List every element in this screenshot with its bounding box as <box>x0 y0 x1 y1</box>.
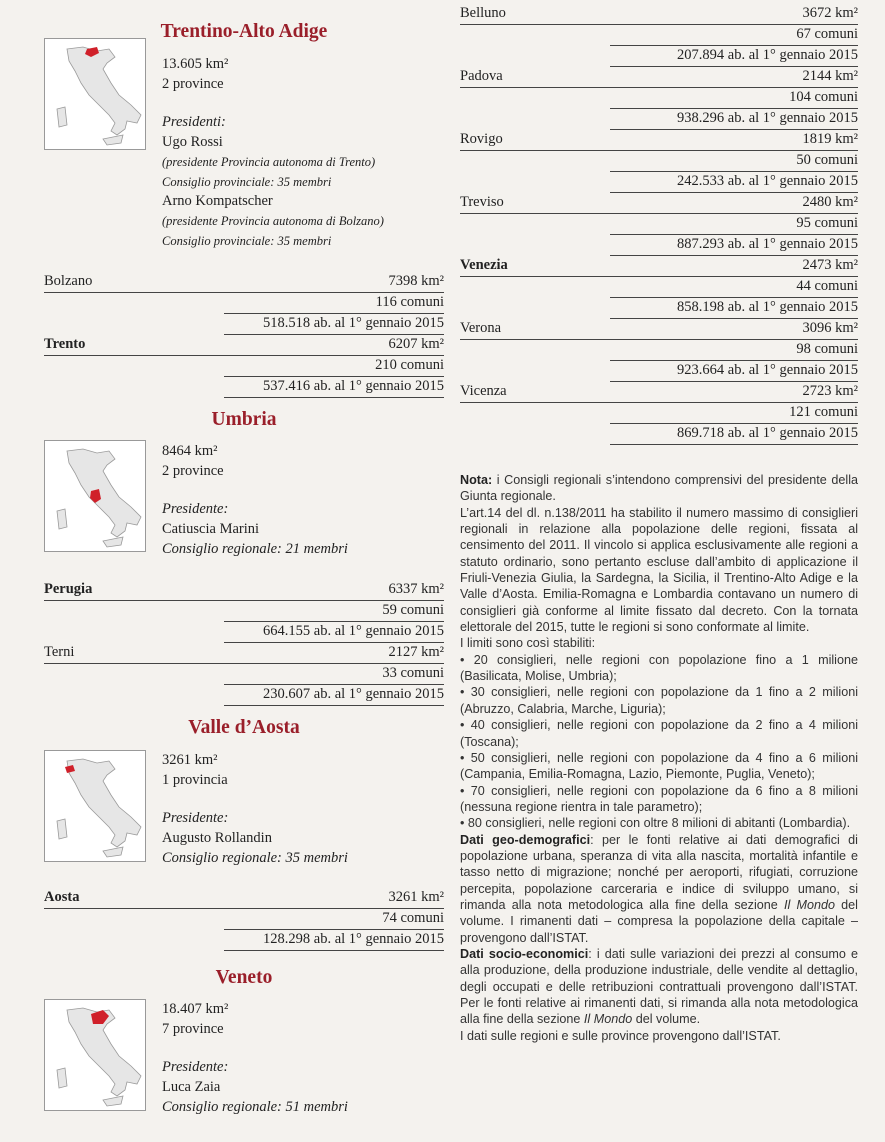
province-row <box>44 272 444 293</box>
president-name: Arno Kompatscher <box>162 193 273 210</box>
province-area: 2144 km² <box>802 68 858 84</box>
province-name: Trento <box>44 336 86 352</box>
province-name: Treviso <box>460 194 504 210</box>
italy-map-icon <box>45 1000 145 1110</box>
province-area: 1819 km² <box>802 131 858 147</box>
province-row <box>460 130 858 151</box>
province-comuni: 44 comuni <box>796 278 858 294</box>
province-pop-row <box>610 172 858 193</box>
province-area: 6207 km² <box>388 336 444 352</box>
province-table <box>44 272 444 398</box>
province-comuni: 116 comuni <box>375 294 444 310</box>
province-row <box>460 382 858 403</box>
province-pop-row <box>610 424 858 445</box>
limit-item: • 50 consiglieri, nelle regioni con popolazione da 4 fino a 6 milioni (Campania, Emilia-Romagna, Lazio, Piemonte, Puglia, Veneto); <box>460 750 858 782</box>
province-comuni-row <box>224 664 444 685</box>
province-area: 2480 km² <box>802 194 858 210</box>
region-provinces-count: 7 province <box>162 1020 224 1037</box>
limits-intro: I limiti sono così stabiliti: <box>460 636 596 651</box>
art14-paragraph: L’art.14 del dl. n.138/2011 ha stabilito il numero massimo di consiglieri regionali in relazione alla popolazione delle regioni, fissata al censimento del 2011. Il vincolo si applica esclusivamente alle regioni a statuto ordinario, sono pertanto escluse dall’ambito di applicazione il Friuli-Venezia Giulia, la Sardegna, la Sicilia, il Trentino-Alto Adige e la Valle d’Aosta. Emilia-Romagna e Lombardia contavano un numero di consiglieri già conforme al limite fissato dal decreto. Con la tornata elettorale del 2015, tutte le regioni si sono conformate al limite. <box>460 505 858 635</box>
province-name: Terni <box>44 644 75 660</box>
province-comuni: 210 comuni <box>375 357 444 373</box>
president-label: Presidente: <box>162 1059 229 1076</box>
socio-economic-paragraph <box>460 946 858 1028</box>
province-row <box>460 256 858 277</box>
region-valle-daosta <box>44 716 444 866</box>
province-pop-row <box>224 685 444 706</box>
president-label: Presidente: <box>162 501 229 518</box>
president-label: Presidenti: <box>162 114 226 131</box>
president-role: (presidente Provincia autonoma di Bolzano) <box>162 213 384 228</box>
socio-label: Dati socio-economici <box>460 946 589 961</box>
socio-text-end: del volume. <box>632 1012 701 1027</box>
region-title: Trentino-Alto Adige <box>160 21 328 42</box>
council-size: Consiglio provinciale: 35 membri <box>162 174 332 189</box>
region-provinces-count: 2 province <box>162 75 224 92</box>
region-area: 3261 km² <box>162 752 218 768</box>
region-trentino <box>44 20 444 248</box>
province-row <box>44 643 444 664</box>
nota-text: i Consigli regionali s’intendono comprensivi del presidente della Giunta regionale. <box>460 473 858 504</box>
limit-item: • 30 consiglieri, nelle regioni con popolazione da 1 fino a 2 milioni (Abruzzo, Calabria, Marche, Liguria); <box>460 685 858 716</box>
province-population: 537.416 ab. al 1° gennaio 2015 <box>263 378 444 394</box>
province-pop-row <box>610 46 858 67</box>
province-comuni-row <box>610 277 858 298</box>
geo-demographic-paragraph <box>460 832 858 946</box>
province-name: Belluno <box>460 5 506 21</box>
province-pop-row <box>610 298 858 319</box>
region-provinces-count: 1 provincia <box>162 771 228 788</box>
geo-italic: Il Mondo <box>783 897 835 912</box>
nota-label: Nota: <box>460 473 493 487</box>
province-pop-row <box>610 361 858 382</box>
province-comuni-row <box>224 909 444 930</box>
province-area: 3672 km² <box>802 5 858 21</box>
italy-map-icon <box>45 39 145 149</box>
president-label: Presidente: <box>162 810 229 827</box>
province-pop-row <box>224 377 444 398</box>
president-name: Luca Zaia <box>162 1079 221 1096</box>
president-name: Augusto Rollandin <box>162 830 272 847</box>
province-population: 869.718 ab. al 1° gennaio 2015 <box>677 425 858 441</box>
province-area: 2723 km² <box>802 383 858 399</box>
province-population: 923.664 ab. al 1° gennaio 2015 <box>677 362 858 378</box>
province-population: 128.298 ab. al 1° gennaio 2015 <box>263 931 444 947</box>
province-name: Perugia <box>44 581 93 597</box>
map-thumbnail <box>44 750 146 862</box>
province-pop-row <box>224 930 444 951</box>
province-pop-row <box>610 235 858 256</box>
region-area: 13.605 km² <box>162 56 229 72</box>
region-title: Valle d’Aosta <box>188 717 300 738</box>
province-comuni: 98 comuni <box>796 341 858 357</box>
limit-item: • 80 consiglieri, nelle regioni con oltre 8 milioni di abitanti (Lombardia). <box>460 816 851 831</box>
socio-text: : i dati sulle variazioni dei prezzi al consumo e alla produzione, della produzione industriale, delle vendite al dettaglio, degli occupati e delle retribuzioni contrattuali provengono dall’ISTAT. Per le fonti relative ai rimanenti dati, si rimanda alla nota metodologica alla fine della sezione <box>460 946 858 1027</box>
province-comuni-row <box>224 293 444 314</box>
province-population: 230.607 ab. al 1° gennaio 2015 <box>263 686 444 702</box>
province-population: 518.518 ab. al 1° gennaio 2015 <box>263 315 444 331</box>
province-name: Rovigo <box>460 131 503 147</box>
province-row <box>44 888 444 909</box>
province-area: 3096 km² <box>802 320 858 336</box>
province-table <box>44 580 444 706</box>
province-name: Vicenza <box>460 383 507 399</box>
geo-text: : per le fonti relative ai dati demografici di popolazione urbana, speranza di vita alla nascita, mortalità infantile e tasso netto di migrazione; nonché per aeroporti, rifugiati, corruzione percepita, popolazione carceraria e indice di sviluppo umano, si rimanda alla nota metodologica alla fine della sezione <box>460 832 858 912</box>
province-name: Venezia <box>460 257 508 273</box>
province-comuni-row <box>610 25 858 46</box>
province-comuni-row <box>610 88 858 109</box>
province-area: 6337 km² <box>388 581 444 597</box>
province-population: 887.293 ab. al 1° gennaio 2015 <box>677 236 858 252</box>
council-size: Consiglio provinciale: 35 membri <box>162 233 332 248</box>
province-area: 2473 km² <box>802 257 858 273</box>
province-population: 664.155 ab. al 1° gennaio 2015 <box>263 623 444 639</box>
region-title: Veneto <box>215 967 273 988</box>
province-population: 242.533 ab. al 1° gennaio 2015 <box>677 173 858 189</box>
nota-paragraph <box>460 472 858 505</box>
province-comuni: 67 comuni <box>796 26 858 42</box>
province-population: 858.198 ab. al 1° gennaio 2015 <box>677 299 858 315</box>
province-row <box>44 580 444 601</box>
council-size: Consiglio regionale: 35 membri <box>162 849 348 866</box>
province-area: 2127 km² <box>388 644 444 660</box>
province-name: Bolzano <box>44 273 93 289</box>
region-area: 18.407 km² <box>162 1001 229 1017</box>
limit-item: • 70 consiglieri, nelle regioni con popolazione da 6 fino a 8 milioni (nessuna regione rientra in tale parametro); <box>460 783 858 814</box>
province-comuni: 95 comuni <box>796 215 858 231</box>
province-comuni: 121 comuni <box>789 404 858 420</box>
province-row <box>460 193 858 214</box>
province-population: 207.894 ab. al 1° gennaio 2015 <box>677 47 858 63</box>
province-comuni: 74 comuni <box>382 910 444 926</box>
province-comuni: 59 comuni <box>382 602 444 618</box>
council-size: Consiglio regionale: 51 membri <box>162 1098 348 1115</box>
province-row <box>44 335 444 356</box>
province-comuni: 50 comuni <box>796 152 858 168</box>
map-thumbnail <box>44 440 146 552</box>
province-comuni-row <box>224 356 444 377</box>
region-title: Umbria <box>211 409 277 430</box>
province-comuni-row <box>610 214 858 235</box>
geo-text-end: del volume. I rimanenti dati – compresa la popolazione della capitale – provengono dall’ISTAT. <box>460 897 858 945</box>
final-note: I dati sulle regioni e sulle province provengono dall’ISTAT. <box>460 1028 781 1043</box>
map-thumbnail <box>44 38 146 150</box>
italy-map-icon <box>45 441 145 551</box>
region-umbria <box>44 408 444 557</box>
province-comuni-row <box>610 403 858 424</box>
province-population: 938.296 ab. al 1° gennaio 2015 <box>677 110 858 126</box>
province-area: 3261 km² <box>388 889 444 905</box>
president-role: (presidente Provincia autonoma di Trento) <box>162 154 376 169</box>
region-veneto <box>44 966 444 1115</box>
province-comuni-row <box>610 340 858 361</box>
province-pop-row <box>610 109 858 130</box>
province-table <box>44 888 444 951</box>
region-area: 8464 km² <box>162 443 218 459</box>
notes-section <box>460 472 858 1044</box>
province-comuni: 104 comuni <box>789 89 858 105</box>
limit-item: • 20 consiglieri, nelle regioni con popolazione fino a 1 milione (Basilicata, Molise, Umbria); <box>460 652 858 684</box>
region-provinces-count: 2 province <box>162 462 224 479</box>
province-area: 7398 km² <box>388 273 444 289</box>
map-thumbnail <box>44 999 146 1111</box>
president-name: Catiuscia Marini <box>162 521 260 538</box>
province-comuni: 33 comuni <box>382 665 444 681</box>
italy-map-icon <box>45 751 145 861</box>
province-pop-row <box>224 622 444 643</box>
province-row <box>460 319 858 340</box>
province-comuni-row <box>610 151 858 172</box>
province-row <box>460 67 858 88</box>
province-pop-row <box>224 314 444 335</box>
province-comuni-row <box>224 601 444 622</box>
limit-item: • 40 consiglieri, nelle regioni con popolazione da 2 fino a 4 milioni (Toscana); <box>460 718 858 749</box>
province-name: Aosta <box>44 889 80 905</box>
province-name: Verona <box>460 320 502 336</box>
council-size: Consiglio regionale: 21 membri <box>162 540 348 557</box>
province-name: Padova <box>460 68 503 84</box>
socio-italic: Il Mondo <box>583 1012 633 1027</box>
geo-label: Dati geo-demografici <box>460 832 591 847</box>
president-name: Ugo Rossi <box>162 134 223 151</box>
province-row <box>460 4 858 25</box>
